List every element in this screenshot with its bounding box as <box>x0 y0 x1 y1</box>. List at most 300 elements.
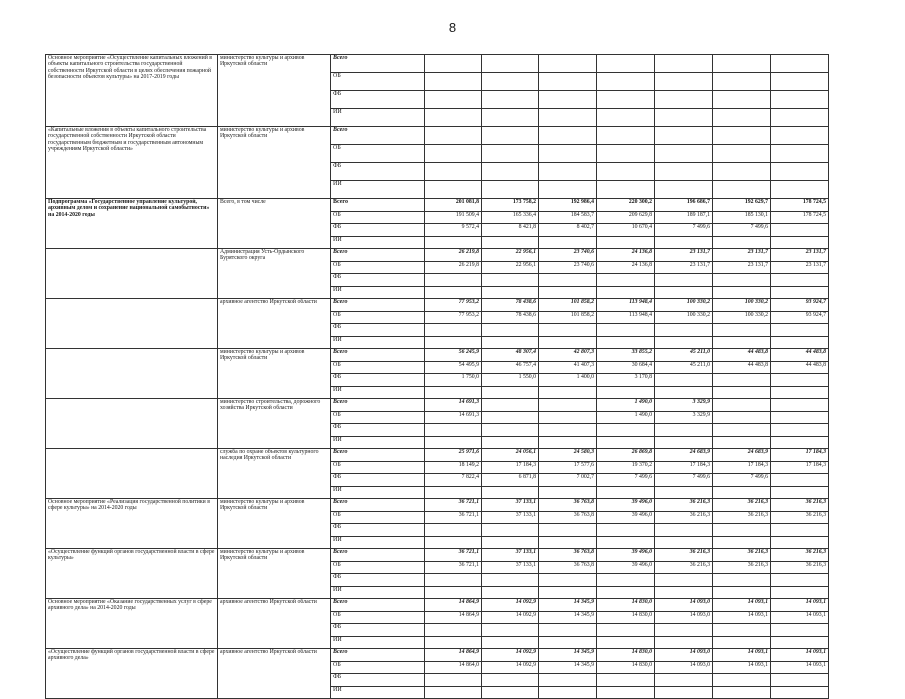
amount-cell <box>539 686 597 699</box>
amount-cell: 36 216,3 <box>713 549 771 562</box>
amount-cell <box>482 636 539 649</box>
amount-cell: 24 683,9 <box>713 449 771 462</box>
amount-cell <box>771 636 829 649</box>
amount-cell: 36 721,1 <box>425 561 482 574</box>
table-row <box>46 449 829 462</box>
amount-cell <box>771 411 829 424</box>
amount-cell: 14 092,9 <box>482 611 539 624</box>
program-name-cell: Основное мероприятие «Реализация государственной политики в сфере культуры» на 2014-2020 годы <box>46 499 218 549</box>
amount-cell: 26 869,8 <box>597 449 655 462</box>
amount-cell: 7 499,6 <box>655 224 713 237</box>
amount-cell <box>655 181 713 199</box>
amount-cell: 25 971,6 <box>425 449 482 462</box>
amount-cell <box>597 574 655 587</box>
funding-source-cell: ОБ <box>331 145 425 163</box>
amount-cell: 36 216,3 <box>713 511 771 524</box>
amount-cell: 8 402,7 <box>539 224 597 237</box>
amount-cell <box>425 109 482 127</box>
amount-cell <box>655 486 713 499</box>
amount-cell: 14 691,3 <box>425 399 482 412</box>
table-row <box>46 249 829 262</box>
funding-source-cell: ФБ <box>331 424 425 437</box>
amount-cell: 17 184,3 <box>482 461 539 474</box>
amount-cell <box>771 163 829 181</box>
amount-cell <box>539 145 597 163</box>
funding-source-cell: Всего <box>331 299 425 312</box>
amount-cell <box>425 586 482 599</box>
amount-cell: 33 855,2 <box>597 349 655 362</box>
amount-cell <box>539 436 597 449</box>
funding-source-cell: ФБ <box>331 274 425 287</box>
amount-cell <box>713 324 771 337</box>
amount-cell <box>539 324 597 337</box>
amount-cell <box>425 636 482 649</box>
amount-cell: 23 740,6 <box>539 261 597 274</box>
amount-cell <box>655 624 713 637</box>
amount-cell: 36 216,3 <box>655 561 713 574</box>
page-number: 8 <box>448 20 457 35</box>
amount-cell <box>597 163 655 181</box>
amount-cell: 14 093,1 <box>713 611 771 624</box>
amount-cell <box>597 145 655 163</box>
amount-cell <box>539 55 597 73</box>
program-name-cell: Подпрограмма «Государственное управление культурой, архивным делом и сохранение национальной самобытности» на 2014-2020 годы <box>46 199 218 249</box>
amount-cell: 100 330,2 <box>655 299 713 312</box>
amount-cell: 24 136,8 <box>597 261 655 274</box>
amount-cell: 24 580,3 <box>539 449 597 462</box>
amount-cell <box>771 536 829 549</box>
amount-cell <box>597 536 655 549</box>
amount-cell <box>597 336 655 349</box>
amount-cell <box>713 486 771 499</box>
amount-cell <box>655 524 713 537</box>
funding-source-cell: ФБ <box>331 224 425 237</box>
amount-cell <box>482 336 539 349</box>
amount-cell: 36 763,8 <box>539 549 597 562</box>
amount-cell <box>482 386 539 399</box>
amount-cell: 45 211,0 <box>655 349 713 362</box>
amount-cell: 14 345,9 <box>539 611 597 624</box>
amount-cell <box>655 536 713 549</box>
amount-cell: 14 345,9 <box>539 599 597 612</box>
funding-source-cell: Всего <box>331 349 425 362</box>
amount-cell: 14 092,9 <box>482 661 539 674</box>
amount-cell: 18 149,2 <box>425 461 482 474</box>
amount-cell: 37 133,1 <box>482 499 539 512</box>
amount-cell: 44 483,8 <box>713 361 771 374</box>
amount-cell <box>771 674 829 687</box>
amount-cell <box>597 524 655 537</box>
program-name-cell <box>46 249 218 299</box>
amount-cell: 77 953,2 <box>425 299 482 312</box>
amount-cell <box>713 145 771 163</box>
amount-cell <box>655 286 713 299</box>
amount-cell: 196 686,7 <box>655 199 713 212</box>
funding-source-cell: Всего <box>331 55 425 73</box>
executor-cell: архивное агентство Иркутской области <box>218 599 331 649</box>
amount-cell: 100 330,2 <box>713 311 771 324</box>
funding-source-cell: ФБ <box>331 163 425 181</box>
amount-cell <box>655 436 713 449</box>
amount-cell <box>482 586 539 599</box>
amount-cell: 36 216,3 <box>655 549 713 562</box>
amount-cell: 17 184,3 <box>713 461 771 474</box>
amount-cell <box>539 73 597 91</box>
funding-source-cell: ФБ <box>331 524 425 537</box>
amount-cell <box>425 274 482 287</box>
amount-cell: 26 219,8 <box>425 249 482 262</box>
amount-cell: 36 763,8 <box>539 561 597 574</box>
executor-cell: Всего, в том числе <box>218 199 331 249</box>
amount-cell <box>539 336 597 349</box>
amount-cell <box>482 436 539 449</box>
executor-cell: служба по охране объектов культурного наследия Иркутской области <box>218 449 331 499</box>
amount-cell <box>482 674 539 687</box>
amount-cell <box>655 109 713 127</box>
amount-cell <box>425 436 482 449</box>
amount-cell: 113 948,4 <box>597 311 655 324</box>
funding-source-cell: ОБ <box>331 661 425 674</box>
amount-cell: 24 136,8 <box>597 249 655 262</box>
amount-cell <box>713 374 771 387</box>
executor-cell: министерство культуры и архивов Иркутской области <box>218 349 331 399</box>
amount-cell: 185 130,1 <box>713 211 771 224</box>
executor-cell: Администрация Усть-Ордынского Бурятского округа <box>218 249 331 299</box>
amount-cell: 17 577,6 <box>539 461 597 474</box>
amount-cell <box>482 536 539 549</box>
amount-cell: 1 490,0 <box>597 399 655 412</box>
amount-cell: 23 131,7 <box>713 249 771 262</box>
program-name-cell <box>46 449 218 499</box>
amount-cell <box>425 127 482 145</box>
amount-cell <box>713 127 771 145</box>
program-name-cell: «Осуществление функций органов государственной власти в сфере архивного дела» <box>46 649 218 699</box>
amount-cell: 36 216,3 <box>771 511 829 524</box>
amount-cell <box>482 55 539 73</box>
amount-cell <box>597 127 655 145</box>
amount-cell <box>771 55 829 73</box>
amount-cell: 113 948,4 <box>597 299 655 312</box>
amount-cell <box>482 109 539 127</box>
amount-cell <box>425 236 482 249</box>
amount-cell: 41 407,3 <box>539 361 597 374</box>
amount-cell <box>771 236 829 249</box>
amount-cell <box>597 424 655 437</box>
amount-cell <box>655 274 713 287</box>
amount-cell <box>482 324 539 337</box>
funding-source-cell: Всего <box>331 399 425 412</box>
amount-cell: 7 822,4 <box>425 474 482 487</box>
amount-cell: 14 093,1 <box>771 599 829 612</box>
amount-cell <box>713 109 771 127</box>
amount-cell <box>597 486 655 499</box>
executor-cell: министерство культуры и архивов Иркутской области <box>218 127 331 199</box>
amount-cell: 3 170,8 <box>597 374 655 387</box>
amount-cell <box>425 336 482 349</box>
amount-cell: 8 421,8 <box>482 224 539 237</box>
amount-cell <box>713 336 771 349</box>
funding-source-cell: Всего <box>331 199 425 212</box>
amount-cell: 191 509,4 <box>425 211 482 224</box>
amount-cell <box>713 286 771 299</box>
amount-cell <box>771 224 829 237</box>
amount-cell <box>482 163 539 181</box>
amount-cell <box>539 674 597 687</box>
amount-cell: 77 953,2 <box>425 311 482 324</box>
amount-cell <box>771 91 829 109</box>
amount-cell <box>771 399 829 412</box>
amount-cell: 14 093,0 <box>655 649 713 662</box>
amount-cell: 1 400,0 <box>539 374 597 387</box>
amount-cell <box>713 91 771 109</box>
amount-cell: 17 184,3 <box>655 461 713 474</box>
amount-cell <box>713 274 771 287</box>
amount-cell <box>482 274 539 287</box>
amount-cell <box>482 424 539 437</box>
amount-cell: 36 216,3 <box>655 511 713 524</box>
amount-cell <box>482 91 539 109</box>
amount-cell: 14 830,0 <box>597 599 655 612</box>
executor-cell: архивное агентство Иркутской области <box>218 299 331 349</box>
amount-cell <box>771 686 829 699</box>
amount-cell <box>597 274 655 287</box>
funding-source-cell: ФБ <box>331 374 425 387</box>
amount-cell <box>482 574 539 587</box>
amount-cell <box>482 236 539 249</box>
amount-cell <box>482 127 539 145</box>
amount-cell <box>713 236 771 249</box>
executor-cell: министерство культуры и архивов Иркутской области <box>218 55 331 127</box>
amount-cell: 44 483,8 <box>771 349 829 362</box>
amount-cell: 14 093,1 <box>771 661 829 674</box>
amount-cell <box>771 486 829 499</box>
amount-cell <box>655 145 713 163</box>
amount-cell: 39 496,0 <box>597 499 655 512</box>
amount-cell <box>425 324 482 337</box>
amount-cell <box>655 324 713 337</box>
amount-cell <box>713 163 771 181</box>
amount-cell: 23 131,7 <box>771 249 829 262</box>
program-name-cell <box>46 399 218 449</box>
amount-cell <box>597 436 655 449</box>
amount-cell: 14 691,3 <box>425 411 482 424</box>
amount-cell <box>713 55 771 73</box>
amount-cell <box>539 636 597 649</box>
amount-cell <box>482 524 539 537</box>
amount-cell <box>539 386 597 399</box>
funding-source-cell: ОБ <box>331 211 425 224</box>
amount-cell <box>655 574 713 587</box>
amount-cell <box>425 574 482 587</box>
amount-cell: 14 093,1 <box>771 649 829 662</box>
amount-cell: 36 721,1 <box>425 511 482 524</box>
amount-cell: 7 499,6 <box>597 474 655 487</box>
executor-cell: архивное агентство Иркутской области <box>218 649 331 699</box>
amount-cell: 39 496,0 <box>597 561 655 574</box>
amount-cell <box>482 145 539 163</box>
program-name-cell: «Осуществление функций органов государственной власти в сфере культуры» <box>46 549 218 599</box>
amount-cell: 101 858,2 <box>539 311 597 324</box>
table-row <box>46 299 829 312</box>
amount-cell: 17 184,3 <box>771 449 829 462</box>
amount-cell <box>425 674 482 687</box>
amount-cell <box>425 624 482 637</box>
amount-cell <box>597 324 655 337</box>
program-name-cell: Основное мероприятие «Осуществление капитальных вложений в объекты капитального строительства государственной собственности Иркутской области в целях обеспечения пожарной безопасности объектов культуры» на 2017-2019 годы <box>46 55 218 127</box>
amount-cell: 7 499,6 <box>713 224 771 237</box>
amount-cell: 37 133,1 <box>482 549 539 562</box>
amount-cell <box>655 386 713 399</box>
amount-cell <box>597 109 655 127</box>
table-row <box>46 599 829 612</box>
amount-cell <box>539 127 597 145</box>
executor-cell: министерство строительства, дорожного хозяйства Иркутской области <box>218 399 331 449</box>
amount-cell <box>482 486 539 499</box>
amount-cell <box>597 386 655 399</box>
amount-cell <box>771 424 829 437</box>
program-name-cell: Основное мероприятие «Оказание государственных услуг в сфере архивного дела» на 2014-2020 годы <box>46 599 218 649</box>
table-row <box>46 199 829 212</box>
amount-cell <box>655 674 713 687</box>
amount-cell: 14 093,0 <box>655 661 713 674</box>
amount-cell <box>655 73 713 91</box>
amount-cell <box>482 181 539 199</box>
amount-cell <box>539 624 597 637</box>
funding-source-cell: ИИ <box>331 636 425 649</box>
funding-source-cell: Всего <box>331 649 425 662</box>
amount-cell <box>597 674 655 687</box>
funding-source-cell: ОБ <box>331 461 425 474</box>
amount-cell <box>539 399 597 412</box>
amount-cell: 209 629,8 <box>597 211 655 224</box>
funding-source-cell: ОБ <box>331 561 425 574</box>
amount-cell: 36 721,1 <box>425 499 482 512</box>
amount-cell: 36 216,3 <box>771 499 829 512</box>
amount-cell: 93 924,7 <box>771 299 829 312</box>
amount-cell: 17 184,3 <box>771 461 829 474</box>
amount-cell: 14 093,1 <box>713 649 771 662</box>
amount-cell: 45 211,0 <box>655 361 713 374</box>
program-name-cell <box>46 349 218 399</box>
funding-source-cell: ОБ <box>331 511 425 524</box>
amount-cell: 173 758,2 <box>482 199 539 212</box>
amount-cell <box>539 109 597 127</box>
funding-source-cell: ОБ <box>331 611 425 624</box>
amount-cell <box>655 336 713 349</box>
amount-cell: 23 131,7 <box>771 261 829 274</box>
amount-cell <box>425 386 482 399</box>
amount-cell <box>482 399 539 412</box>
funding-source-cell: ОБ <box>331 261 425 274</box>
amount-cell: 42 807,3 <box>539 349 597 362</box>
funding-source-cell: Всего <box>331 127 425 145</box>
funding-source-cell: Всего <box>331 449 425 462</box>
funding-source-cell: ФБ <box>331 574 425 587</box>
amount-cell <box>597 286 655 299</box>
amount-cell: 14 864,9 <box>425 599 482 612</box>
executor-cell: министерство культуры и архивов Иркутской области <box>218 549 331 599</box>
amount-cell: 36 721,1 <box>425 549 482 562</box>
funding-source-cell: ИИ <box>331 109 425 127</box>
funding-source-cell: ИИ <box>331 536 425 549</box>
amount-cell: 23 131,7 <box>655 249 713 262</box>
amount-cell <box>771 586 829 599</box>
amount-cell: 184 583,7 <box>539 211 597 224</box>
amount-cell <box>539 236 597 249</box>
amount-cell <box>655 686 713 699</box>
amount-cell: 39 496,0 <box>597 549 655 562</box>
amount-cell <box>771 181 829 199</box>
amount-cell: 26 219,8 <box>425 261 482 274</box>
program-name-cell <box>46 299 218 349</box>
amount-cell <box>425 145 482 163</box>
amount-cell <box>655 636 713 649</box>
amount-cell <box>597 624 655 637</box>
amount-cell <box>655 424 713 437</box>
amount-cell: 201 081,8 <box>425 199 482 212</box>
amount-cell <box>597 91 655 109</box>
amount-cell <box>713 686 771 699</box>
amount-cell <box>713 411 771 424</box>
funding-source-cell: ИИ <box>331 336 425 349</box>
amount-cell: 3 329,9 <box>655 411 713 424</box>
funding-source-cell: ОБ <box>331 311 425 324</box>
amount-cell: 1 550,0 <box>482 374 539 387</box>
amount-cell <box>539 486 597 499</box>
funding-source-cell: Всего <box>331 249 425 262</box>
amount-cell <box>713 674 771 687</box>
amount-cell <box>655 91 713 109</box>
table-row <box>46 649 829 662</box>
amount-cell <box>771 286 829 299</box>
amount-cell: 44 483,8 <box>771 361 829 374</box>
amount-cell <box>539 574 597 587</box>
amount-cell: 7 002,7 <box>539 474 597 487</box>
executor-cell: министерство культуры и архивов Иркутской области <box>218 499 331 549</box>
amount-cell <box>655 374 713 387</box>
amount-cell: 14 092,9 <box>482 649 539 662</box>
amount-cell <box>713 181 771 199</box>
funding-source-cell: ОБ <box>331 361 425 374</box>
table-row <box>46 127 829 145</box>
amount-cell: 1 490,0 <box>597 411 655 424</box>
amount-cell <box>425 163 482 181</box>
amount-cell: 14 093,1 <box>713 661 771 674</box>
amount-cell: 14 830,0 <box>597 661 655 674</box>
amount-cell: 23 740,6 <box>539 249 597 262</box>
amount-cell <box>713 636 771 649</box>
amount-cell <box>539 163 597 181</box>
amount-cell: 24 056,1 <box>482 449 539 462</box>
amount-cell <box>539 274 597 287</box>
amount-cell: 23 131,7 <box>713 261 771 274</box>
amount-cell: 101 858,2 <box>539 299 597 312</box>
budget-table <box>45 54 829 699</box>
amount-cell <box>539 181 597 199</box>
amount-cell <box>425 91 482 109</box>
amount-cell <box>482 286 539 299</box>
amount-cell <box>425 524 482 537</box>
amount-cell: 14 092,9 <box>482 599 539 612</box>
amount-cell: 36 763,8 <box>539 511 597 524</box>
amount-cell <box>597 636 655 649</box>
amount-cell: 36 216,3 <box>655 499 713 512</box>
amount-cell <box>539 286 597 299</box>
amount-cell: 14 864,9 <box>425 611 482 624</box>
amount-cell <box>771 73 829 91</box>
funding-source-cell: ФБ <box>331 474 425 487</box>
table-row <box>46 549 829 562</box>
